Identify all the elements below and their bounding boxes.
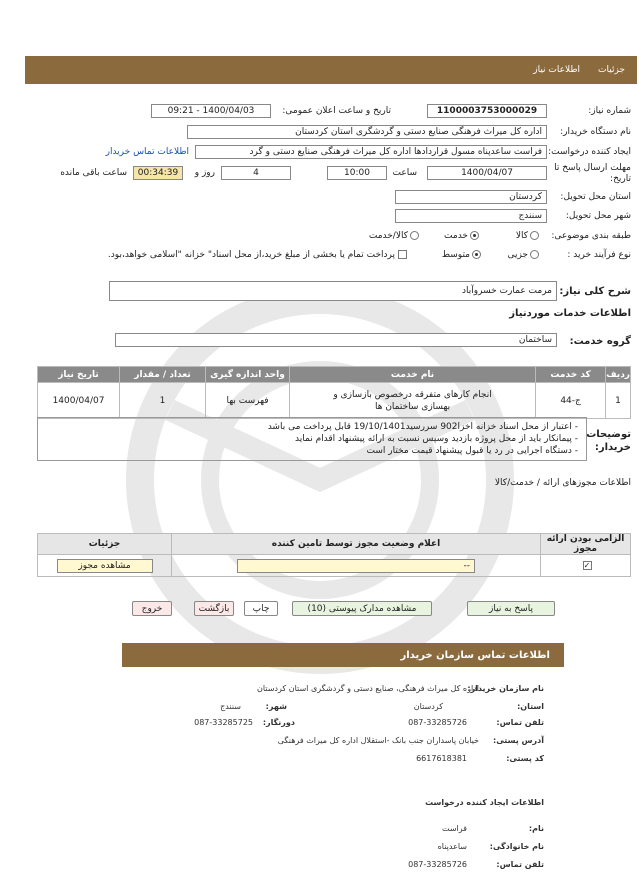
cell-unit: فهرست بها: [206, 383, 290, 419]
creator-family-label: نام خانوادگی:: [489, 842, 544, 851]
note-line: - اعتبار از محل اسناد خزانه اخزا902 سررسید19/10/1401 قابل پرداخت می باشد: [267, 422, 578, 432]
services-header-row: [38, 367, 631, 383]
days-field: 4: [221, 166, 291, 180]
col-code: کد خدمت: [536, 367, 606, 383]
payment-note-checkbox[interactable]: پرداخت تمام یا بخشی از مبلغ خرید،از محل اسناد" خزانه "اسلامی خواهد،بود.: [108, 250, 407, 260]
col-unit: واحد اندازه گیری: [206, 367, 290, 383]
buyer-contact-link[interactable]: اطلاعات تماس خریدار: [105, 147, 189, 157]
deadline-date-field: 1400/04/07: [427, 166, 547, 180]
days-label: روز و: [194, 168, 215, 178]
province-field: کردستان: [395, 190, 547, 204]
table-row: [38, 555, 631, 577]
contact-phone-value: 087-33285726: [408, 718, 467, 727]
creator-field: فراست ساعدپناه مسول قراردادها اداره کل میراث فرهنگی صنایع دستی و گرد: [195, 145, 547, 159]
buyer-contact-header: اطلاعات تماس سازمان خریدار: [122, 643, 564, 667]
col-qty: تعداد / مقدار: [120, 367, 206, 383]
city-label: شهر محل تحویل:: [565, 211, 631, 221]
creator-phone-value: 087-33285726: [408, 860, 467, 869]
purchase-medium-option[interactable]: متوسط: [442, 250, 481, 260]
buyer-label: نام دستگاه خریدار:: [560, 127, 631, 137]
contact-city-value: سنندج: [220, 702, 241, 711]
contact-province-label: استان:: [517, 702, 544, 711]
purchase-minor-option[interactable]: جزیی: [507, 250, 539, 260]
buyer-notes-box: [37, 417, 587, 461]
remaining-time-field: 00:34:39: [133, 166, 183, 180]
table-row: [38, 383, 631, 419]
cell-required[interactable]: [541, 555, 631, 577]
contact-phone-label: تلفن تماس:: [496, 718, 544, 727]
col-required: الزامی بودن ارائه مجوز: [541, 534, 631, 555]
category-goods-option[interactable]: کالا: [516, 231, 539, 241]
services-table: [37, 366, 631, 419]
org-value: اداره کل میراث فرهنگی، صنایع دستی و گردشگری استان کردستان: [256, 684, 479, 693]
buyer-field: اداره کل میراث فرهنگی صنایع دستی و گردشگری استان کردستان: [187, 125, 547, 139]
buyer-notes-label: توضیحات خریدار:: [586, 429, 631, 453]
view-permit-button[interactable]: مشاهده مجوز: [57, 559, 153, 573]
creator-label: ایجاد کننده درخواست:: [548, 147, 631, 157]
postal-code-value: 6617618381: [416, 754, 467, 763]
cell-details: [38, 555, 172, 577]
announce-field: 1400/04/03 - 09:21: [151, 104, 271, 118]
org-label: نام سازمان خریدار:: [467, 684, 544, 693]
category-service-option[interactable]: خدمت: [444, 231, 479, 241]
top-header-bar: [25, 56, 637, 84]
address-label: آدرس پستی:: [493, 736, 544, 745]
required-checkbox[interactable]: ✓: [583, 560, 591, 570]
service-group-label: گروه خدمت:: [569, 336, 631, 347]
cell-status: [172, 555, 541, 577]
back-button[interactable]: بازگشت: [194, 601, 234, 616]
cell-date: 1400/04/07: [38, 383, 120, 419]
permits-title: اطلاعات مجوزهای ارائه / خدمت/کالا: [494, 478, 631, 488]
contact-province-value: کردستان: [413, 702, 443, 711]
province-label: استان محل تحویل:: [560, 192, 631, 202]
services-section-title: اطلاعات خدمات موردنیاز: [509, 308, 631, 319]
col-row: ردیف: [606, 367, 631, 383]
tab-details[interactable]: جزئیات: [598, 65, 625, 75]
note-line: - دستگاه اجرایی در رد یا قبول پیشنهاد قیمت مختار است: [366, 446, 578, 456]
remaining-label: ساعت باقی مانده: [60, 168, 127, 178]
address-value: خیابان پاسداران جنب بانک -استقلال اداره کل میراث فرهنگی: [277, 736, 479, 745]
city-field: سنندج: [395, 209, 547, 223]
summary-field: مرمت عمارت خسروآباد: [109, 281, 557, 301]
category-label: طبقه بندی موضوعی:: [551, 231, 631, 241]
attachments-button[interactable]: مشاهده مدارک پیوستی (10): [292, 601, 432, 616]
cell-row: 1: [606, 383, 631, 419]
contact-fax-value: 087-33285725: [194, 718, 253, 727]
need-number-label: شماره نیاز:: [588, 106, 631, 116]
print-button[interactable]: چاپ: [244, 601, 278, 616]
note-line: - پیمانکار باید از محل پروژه بازدید وسپس نسبت به ارائه پیشنهاد اقدام نماید: [295, 434, 578, 444]
summary-label: شرح کلی نیاز:: [559, 286, 631, 297]
col-details: جزئیات: [38, 534, 172, 555]
permits-table: [37, 533, 631, 577]
deadline-label: مهلت ارسال پاسخ تا تاریخ:: [554, 163, 631, 184]
tab-need-info[interactable]: اطلاعات نیاز: [533, 65, 581, 75]
category-both-option[interactable]: کالا/خدمت: [369, 231, 419, 241]
cell-code: ج-44: [536, 383, 606, 419]
col-date: تاریخ نیاز: [38, 367, 120, 383]
announce-label: تاریخ و ساعت اعلان عمومی:: [282, 106, 391, 116]
creator-name-value: فراست: [441, 824, 467, 833]
creator-name-label: نام:: [528, 824, 544, 833]
reply-button[interactable]: پاسخ به نیاز: [467, 601, 555, 616]
permit-status-field[interactable]: --: [237, 559, 475, 573]
service-group-field: ساختمان: [115, 333, 557, 347]
time-field: 10:00: [327, 166, 387, 180]
creator-info-title: اطلاعات ایجاد کننده درخواست: [425, 798, 544, 807]
creator-phone-label: تلفن تماس:: [496, 860, 544, 869]
creator-family-value: ساعدپناه: [437, 842, 467, 851]
cell-qty: 1: [120, 383, 206, 419]
cell-name: انجام کارهای متفرقه درخصوص بازسازی و بهسازی ساختمان ها: [290, 383, 536, 419]
permits-header-row: [38, 534, 631, 555]
contact-city-label: شهر:: [265, 702, 287, 711]
need-number-field: 1100003753000029: [427, 104, 547, 118]
postal-code-label: کد پستی:: [506, 754, 544, 763]
purchase-type-label: نوع فرآیند خرید :: [567, 250, 631, 260]
time-label: ساعت: [392, 168, 417, 178]
col-name: نام خدمت: [290, 367, 536, 383]
exit-button[interactable]: خروج: [132, 601, 172, 616]
col-status: اعلام وضعیت مجوز توسط تامین کننده: [172, 534, 541, 555]
contact-fax-label: دورنگار:: [262, 718, 295, 727]
